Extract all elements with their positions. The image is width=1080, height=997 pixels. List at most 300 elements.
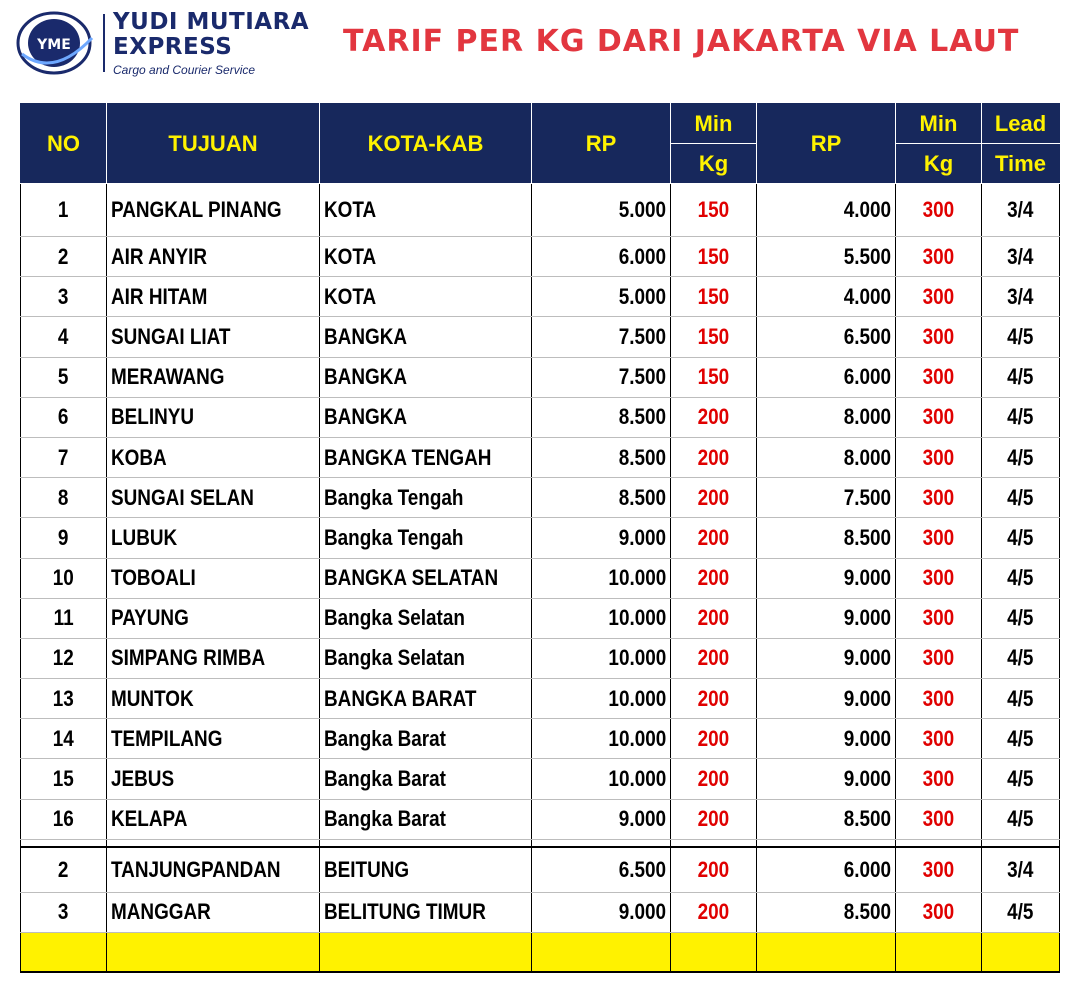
cell-lead-time: [982, 892, 1060, 932]
cell-no: [21, 357, 107, 397]
cell-min-kg-2: [896, 558, 982, 598]
cell-min-kg-2-text: 300: [922, 524, 955, 550]
footer-cell: [671, 933, 757, 972]
cell-min-kg-2-text: 300: [922, 766, 955, 792]
cell-min-kg-1: [671, 719, 757, 759]
cell-min-kg-1: [671, 892, 757, 932]
cell-rp-2-text: 8.000: [843, 404, 891, 430]
cell-kota-kab-text: KOTA: [324, 283, 377, 309]
cell-lead-time-text: 4/5: [1007, 685, 1034, 711]
cell-tujuan: [107, 437, 320, 477]
cell-no: [21, 679, 107, 719]
cell-no: [21, 719, 107, 759]
cell-min-kg-2-text: 300: [922, 725, 955, 751]
cell-min-kg-1: [671, 184, 757, 237]
cell-lead-time: [982, 598, 1060, 638]
cell-no-text: 15: [52, 766, 75, 792]
cell-min-kg-1: [671, 759, 757, 799]
cell-rp-1-text: 6.500: [618, 857, 666, 883]
cell-min-kg-2: [896, 719, 982, 759]
table-row: [21, 719, 1060, 759]
cell-kota-kab: [320, 437, 532, 477]
cell-rp-2-text: 4.000: [843, 197, 891, 222]
cell-kota-kab: [320, 719, 532, 759]
cell-min-kg-1-text: 200: [697, 766, 730, 792]
cell-kota-kab-text: KOTA: [324, 243, 377, 269]
cell-kota-kab: [320, 478, 532, 518]
cell-no: [21, 518, 107, 558]
cell-kota-kab-text: BELITUNG TIMUR: [324, 899, 486, 925]
cell-kota-kab: [320, 799, 532, 839]
cell-rp-1-text: 10.000: [608, 725, 666, 751]
cell-no: [21, 598, 107, 638]
cell-tujuan: [107, 892, 320, 932]
cell-min-kg-2-text: 300: [922, 685, 955, 711]
cell-min-kg-1-text: 200: [697, 444, 730, 470]
cell-kota-kab: [320, 679, 532, 719]
table-row: [21, 277, 1060, 317]
table-row: [21, 357, 1060, 397]
header-rp-2: RP: [757, 104, 896, 184]
cell-rp-2: [757, 847, 896, 892]
cell-rp-2: [757, 518, 896, 558]
cell-min-kg-2: [896, 277, 982, 317]
cell-kota-kab: [320, 397, 532, 437]
cell-min-kg-1-text: 200: [697, 524, 730, 550]
cell-rp-2-text: 9.000: [843, 565, 891, 591]
cell-tujuan: [107, 719, 320, 759]
cell-min-kg-2-text: 300: [922, 857, 955, 883]
cell-min-kg-1: [671, 277, 757, 317]
cell-tujuan-text: SUNGAI SELAN: [111, 484, 254, 510]
cell-lead-time-text: 4/5: [1007, 899, 1034, 925]
cell-kota-kab: [320, 759, 532, 799]
cell-min-kg-1-text: 200: [697, 857, 730, 883]
cell-tujuan: [107, 598, 320, 638]
cell-rp-2-text: 9.000: [843, 645, 891, 671]
cell-rp-2: [757, 397, 896, 437]
footer-cell: [21, 933, 107, 972]
company-logo: [16, 8, 96, 76]
cell-kota-kab-text: Bangka Barat: [324, 806, 446, 832]
cell-kota-kab-text: BANGKA: [324, 364, 408, 390]
cell-rp-2: [757, 357, 896, 397]
cell-rp-1-text: 8.500: [618, 444, 666, 470]
cell-lead-time-text: 4/5: [1007, 364, 1034, 390]
cell-tujuan-text: PAYUNG: [111, 605, 189, 631]
cell-min-kg-1: [671, 847, 757, 892]
cell-min-kg-2: [896, 397, 982, 437]
cell-kota-kab: [320, 518, 532, 558]
cell-min-kg-2-text: 300: [922, 645, 955, 671]
cell-rp-2-text: 9.000: [843, 766, 891, 792]
cell-no: [21, 397, 107, 437]
footer-cell: [107, 933, 320, 972]
cell-tujuan: [107, 478, 320, 518]
cell-kota-kab: [320, 638, 532, 678]
cell-kota-kab: [320, 598, 532, 638]
cell-tujuan: [107, 558, 320, 598]
cell-lead-time-text: 4/5: [1007, 404, 1034, 430]
cell-no-text: 14: [52, 725, 75, 751]
cell-min-kg-2-text: 300: [922, 444, 955, 470]
cell-kota-kab-text: BANGKA BARAT: [324, 685, 477, 711]
cell-lead-time-text: 4/5: [1007, 766, 1034, 792]
cell-rp-2-text: 8.000: [843, 444, 891, 470]
brand-name: [113, 10, 343, 60]
separator-cell: [320, 839, 532, 847]
cell-lead-time: [982, 277, 1060, 317]
cell-min-kg-1-text: 200: [697, 685, 730, 711]
cell-min-kg-1: [671, 317, 757, 357]
cell-rp-1: [532, 598, 671, 638]
footer-highlight-row: [21, 933, 1060, 972]
cell-rp-2-text: 9.000: [843, 685, 891, 711]
cell-no: [21, 277, 107, 317]
table-row: [21, 478, 1060, 518]
header-tujuan: TUJUAN: [107, 104, 320, 184]
cell-lead-time: [982, 478, 1060, 518]
cell-lead-time: [982, 679, 1060, 719]
cell-min-kg-2-text: 300: [922, 364, 955, 390]
cell-kota-kab-text: Bangka Selatan: [324, 605, 465, 631]
cell-rp-2: [757, 638, 896, 678]
cell-min-kg-1: [671, 397, 757, 437]
separator-cell: [757, 839, 896, 847]
cell-no: [21, 759, 107, 799]
cell-no: [21, 478, 107, 518]
cell-rp-2-text: 7.500: [843, 484, 891, 510]
cell-rp-1: [532, 679, 671, 719]
cell-no-text: 13: [52, 685, 75, 711]
brand-name-line2: EXPRESS: [113, 34, 233, 60]
header-min-1-bottom: Kg: [671, 144, 757, 184]
cell-kota-kab: [320, 237, 532, 277]
cell-min-kg-2-text: 300: [922, 404, 955, 430]
cell-rp-2-text: 8.500: [843, 899, 891, 925]
cell-lead-time-text: 3/4: [1007, 243, 1034, 269]
cell-tujuan-text: SIMPANG RIMBA: [111, 645, 266, 671]
cell-min-kg-2-text: 300: [922, 565, 955, 591]
cell-min-kg-2: [896, 892, 982, 932]
separator-cell: [21, 839, 107, 847]
cell-lead-time-text: 4/5: [1007, 484, 1034, 510]
cell-min-kg-1: [671, 679, 757, 719]
footer-cell: [320, 933, 532, 972]
cell-rp-1: [532, 638, 671, 678]
cell-rp-2: [757, 478, 896, 518]
cell-tujuan-text: MANGGAR: [111, 899, 211, 925]
cell-rp-2: [757, 437, 896, 477]
cell-min-kg-2: [896, 317, 982, 357]
cell-min-kg-1-text: 200: [697, 404, 730, 430]
cell-lead-time: [982, 518, 1060, 558]
cell-tujuan: [107, 679, 320, 719]
cell-min-kg-1-text: 150: [697, 323, 730, 349]
cell-min-kg-1: [671, 638, 757, 678]
cell-min-kg-2-text: 300: [922, 484, 955, 510]
cell-rp-2-text: 4.000: [843, 283, 891, 309]
cell-tujuan: [107, 638, 320, 678]
cell-rp-1: [532, 847, 671, 892]
cell-no: [21, 437, 107, 477]
separator-cell: [671, 839, 757, 847]
cell-no-text: 12: [52, 645, 75, 671]
separator-cell: [896, 839, 982, 847]
cell-rp-2-text: 8.500: [843, 806, 891, 832]
brand-tagline: Cargo and Courier Service: [113, 63, 256, 77]
cell-lead-time-text: 4/5: [1007, 725, 1034, 751]
cell-rp-1-text: 9.000: [618, 806, 666, 832]
cell-tujuan-text: AIR ANYIR: [111, 243, 208, 269]
cell-tujuan: [107, 847, 320, 892]
cell-lead-time-text: 3/4: [1007, 197, 1034, 222]
cell-rp-2-text: 6.000: [843, 857, 891, 883]
cell-tujuan: [107, 317, 320, 357]
cell-kota-kab: [320, 892, 532, 932]
footer-cell: [982, 933, 1060, 972]
table-row: [21, 598, 1060, 638]
header-min-2-top: Min: [896, 104, 982, 144]
cell-tujuan-text: SUNGAI LIAT: [111, 323, 231, 349]
cell-min-kg-1-text: 150: [697, 243, 730, 269]
cell-lead-time: [982, 558, 1060, 598]
cell-rp-2-text: 6.500: [843, 323, 891, 349]
header-kota-kab: KOTA-KAB: [320, 104, 532, 184]
cell-min-kg-1-text: 200: [697, 484, 730, 510]
cell-min-kg-2-text: 300: [922, 323, 955, 349]
cell-min-kg-1-text: 150: [697, 283, 730, 309]
cell-rp-1: [532, 719, 671, 759]
logo-text: YME: [37, 37, 71, 53]
cell-tujuan-text: KELAPA: [111, 806, 188, 832]
cell-lead-time-text: 3/4: [1007, 283, 1034, 309]
cell-lead-time: [982, 184, 1060, 237]
cell-rp-1: [532, 759, 671, 799]
cell-rp-1: [532, 357, 671, 397]
cell-no: [21, 638, 107, 678]
cell-min-kg-2: [896, 759, 982, 799]
cell-no-text: 3: [58, 899, 69, 925]
cell-lead-time-text: 4/5: [1007, 806, 1034, 832]
cell-rp-1-text: 9.000: [618, 524, 666, 550]
cell-kota-kab-text: Bangka Barat: [324, 766, 446, 792]
cell-rp-1: [532, 799, 671, 839]
cell-lead-time: [982, 357, 1060, 397]
cell-rp-2-text: 9.000: [843, 725, 891, 751]
footer-cell: [896, 933, 982, 972]
cell-min-kg-1-text: 200: [697, 899, 730, 925]
cell-kota-kab-text: Bangka Selatan: [324, 645, 465, 671]
cell-tujuan-text: MUNTOK: [111, 685, 194, 711]
separator-cell: [107, 839, 320, 847]
cell-min-kg-1: [671, 518, 757, 558]
table-row: [21, 184, 1060, 237]
cell-min-kg-1-text: 150: [697, 197, 730, 222]
cell-min-kg-1-text: 200: [697, 725, 730, 751]
cell-rp-1-text: 10.000: [608, 766, 666, 792]
cell-no-text: 10: [52, 565, 75, 591]
cell-min-kg-1: [671, 558, 757, 598]
cell-min-kg-2: [896, 237, 982, 277]
cell-min-kg-1-text: 200: [697, 645, 730, 671]
cell-min-kg-1: [671, 437, 757, 477]
cell-lead-time: [982, 638, 1060, 678]
cell-tujuan-text: JEBUS: [111, 766, 175, 792]
cell-tujuan: [107, 759, 320, 799]
cell-kota-kab-text: KOTA: [324, 197, 377, 222]
cell-min-kg-1: [671, 478, 757, 518]
cell-no: [21, 847, 107, 892]
footer-cell: [532, 933, 671, 972]
cell-no: [21, 799, 107, 839]
table-row: [21, 799, 1060, 839]
cell-no-text: 2: [58, 857, 69, 883]
cell-min-kg-2-text: 300: [922, 283, 955, 309]
cell-no: [21, 184, 107, 237]
cell-no-text: 1: [58, 197, 69, 222]
cell-min-kg-1: [671, 357, 757, 397]
cell-tujuan-text: MERAWANG: [111, 364, 225, 390]
table-row: [21, 847, 1060, 892]
cell-tujuan: [107, 397, 320, 437]
cell-lead-time: [982, 799, 1060, 839]
footer-cell: [757, 933, 896, 972]
cell-rp-1-text: 8.500: [618, 404, 666, 430]
cell-rp-1-text: 10.000: [608, 685, 666, 711]
cell-tujuan: [107, 277, 320, 317]
cell-rp-2: [757, 237, 896, 277]
cell-tujuan: [107, 518, 320, 558]
cell-min-kg-1: [671, 799, 757, 839]
table-row: [21, 892, 1060, 932]
cell-rp-1: [532, 277, 671, 317]
cell-tujuan-text: PANGKAL PINANG: [111, 197, 282, 222]
cell-no-text: 5: [58, 364, 69, 390]
separator-cell: [532, 839, 671, 847]
table-row: [21, 237, 1060, 277]
page-title: TARIF PER KG DARI JAKARTA VIA LAUT: [343, 24, 1020, 59]
cell-no-text: 16: [52, 806, 75, 832]
cell-rp-1: [532, 892, 671, 932]
cell-kota-kab-text: Bangka Tengah: [324, 484, 464, 510]
cell-rp-2: [757, 759, 896, 799]
cell-kota-kab-text: BEITUNG: [324, 857, 410, 883]
cell-no-text: 8: [58, 484, 69, 510]
section-separator: [21, 839, 1060, 847]
cell-rp-2: [757, 719, 896, 759]
cell-tujuan-text: KOBA: [111, 444, 167, 470]
cell-no: [21, 892, 107, 932]
cell-lead-time: [982, 719, 1060, 759]
cell-min-kg-2: [896, 184, 982, 237]
cell-min-kg-2-text: 300: [922, 243, 955, 269]
cell-lead-time-text: 4/5: [1007, 524, 1034, 550]
cell-rp-1-text: 9.000: [618, 899, 666, 925]
cell-rp-2-text: 6.000: [843, 364, 891, 390]
cell-rp-1-text: 10.000: [608, 565, 666, 591]
cell-kota-kab-text: BANGKA SELATAN: [324, 565, 499, 591]
table-row: [21, 759, 1060, 799]
cell-min-kg-2-text: 300: [922, 806, 955, 832]
cell-no-text: 2: [58, 243, 69, 269]
cell-no: [21, 237, 107, 277]
cell-lead-time: [982, 437, 1060, 477]
cell-kota-kab-text: Bangka Tengah: [324, 524, 464, 550]
table-row: [21, 558, 1060, 598]
cell-kota-kab: [320, 357, 532, 397]
cell-lead-time-text: 4/5: [1007, 323, 1034, 349]
cell-tujuan-text: BELINYU: [111, 404, 195, 430]
cell-lead-time: [982, 317, 1060, 357]
table-row: [21, 317, 1060, 357]
cell-rp-2-text: 5.500: [843, 243, 891, 269]
cell-rp-2: [757, 598, 896, 638]
cell-rp-1: [532, 558, 671, 598]
brand-name-line1: YUDI MUTIARA: [113, 9, 310, 35]
cell-rp-1: [532, 397, 671, 437]
cell-kota-kab: [320, 847, 532, 892]
cell-min-kg-1-text: 200: [697, 565, 730, 591]
cell-min-kg-1: [671, 237, 757, 277]
header-lead-top: Lead: [982, 104, 1060, 144]
cell-kota-kab: [320, 184, 532, 237]
cell-no-text: 11: [53, 605, 74, 631]
cell-tujuan: [107, 237, 320, 277]
cell-no-text: 6: [58, 404, 69, 430]
cell-kota-kab: [320, 317, 532, 357]
header-lead-bottom: Time: [982, 144, 1060, 184]
cell-min-kg-2: [896, 437, 982, 477]
cell-lead-time-text: 4/5: [1007, 645, 1034, 671]
cell-lead-time: [982, 759, 1060, 799]
cell-rp-1-text: 10.000: [608, 645, 666, 671]
cell-min-kg-1-text: 200: [697, 605, 730, 631]
cell-min-kg-2: [896, 357, 982, 397]
cell-kota-kab-text: BANGKA: [324, 323, 408, 349]
cell-rp-2: [757, 184, 896, 237]
cell-kota-kab-text: BANGKA TENGAH: [324, 444, 492, 470]
table-row: [21, 679, 1060, 719]
cell-no: [21, 558, 107, 598]
separator-cell: [982, 839, 1060, 847]
cell-tujuan-text: TOBOALI: [111, 565, 196, 591]
cell-min-kg-1: [671, 598, 757, 638]
cell-rp-1-text: 7.500: [618, 323, 666, 349]
cell-rp-2: [757, 799, 896, 839]
cell-min-kg-2-text: 300: [922, 605, 955, 631]
cell-rp-1-text: 5.000: [618, 283, 666, 309]
cell-rp-2-text: 8.500: [843, 524, 891, 550]
cell-rp-1: [532, 237, 671, 277]
cell-rp-1: [532, 478, 671, 518]
table-row: [21, 638, 1060, 678]
cell-min-kg-2: [896, 638, 982, 678]
cell-lead-time-text: 3/4: [1007, 857, 1034, 883]
table-row: [21, 518, 1060, 558]
cell-no-text: 4: [58, 323, 69, 349]
brand-divider: [103, 14, 105, 72]
cell-kota-kab-text: BANGKA: [324, 404, 408, 430]
cell-kota-kab: [320, 558, 532, 598]
cell-rp-1: [532, 518, 671, 558]
cell-lead-time: [982, 237, 1060, 277]
cell-rp-2: [757, 277, 896, 317]
table-row: [21, 437, 1060, 477]
header-min-2-bottom: Kg: [896, 144, 982, 184]
cell-min-kg-2: [896, 799, 982, 839]
cell-tujuan-text: AIR HITAM: [111, 283, 208, 309]
